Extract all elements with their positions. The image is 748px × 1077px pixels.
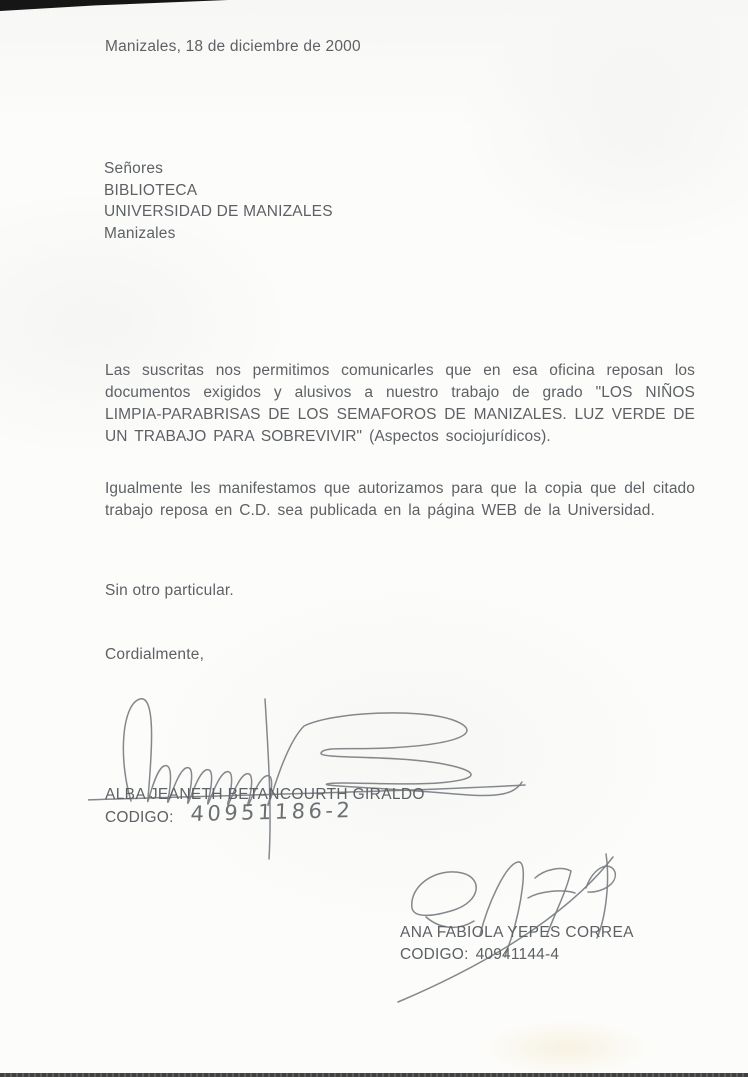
signatory-2-name: ANA FABIOLA YEPES CORREA: [400, 924, 634, 941]
signatory-1-name: ALBA JEANETH BETANCOURTH GIRALDO: [105, 786, 425, 803]
recipient-university: UNIVERSIDAD DE MANIZALES: [104, 203, 333, 220]
recipient-block: [104, 158, 333, 244]
signatory-1-code-label: CODIGO:: [105, 809, 174, 826]
date-line: Manizales, 18 de diciembre de 2000: [105, 38, 361, 55]
signatory-1-code-value: 40951186-2: [190, 797, 354, 826]
body-paragraph-2: Igualmente les manifestamos que autorizamos para que la copia que del citado trabajo reposa en C.D. sea publicada en la página WEB de la Universidad.: [105, 480, 695, 519]
signatory-2-code-value: 40941144-4: [475, 946, 560, 963]
signatory-2-code-label: CODIGO:: [400, 946, 469, 963]
valediction: Cordialmente,: [105, 646, 205, 663]
scan-artifact-bottom-edge: [0, 1073, 748, 1077]
recipient-institution: BIBLIOTECA: [104, 181, 198, 199]
recipient-salutation: Señores: [104, 160, 164, 177]
scan-artifact-top-edge: [0, 0, 228, 12]
body-paragraph-1: Las suscritas nos permitimos comunicarles que en esa oficina reposan los documentos exigidos y alusivos a nuestro trabajo de grado "LOS NIÑOS LIMPIA-PARABRISAS DE LOS SEMAFOROS DE MANIZALES. LUZ VERDE DE UN TRABAJO PARA SOBREVIVIR" (Aspectos sociojurídicos).: [105, 362, 695, 445]
closing-line: Sin otro particular.: [105, 582, 234, 599]
signatory-2-code: [400, 944, 559, 966]
signature-alba-ink: [88, 686, 533, 871]
recipient-city: Manizales: [104, 224, 176, 242]
